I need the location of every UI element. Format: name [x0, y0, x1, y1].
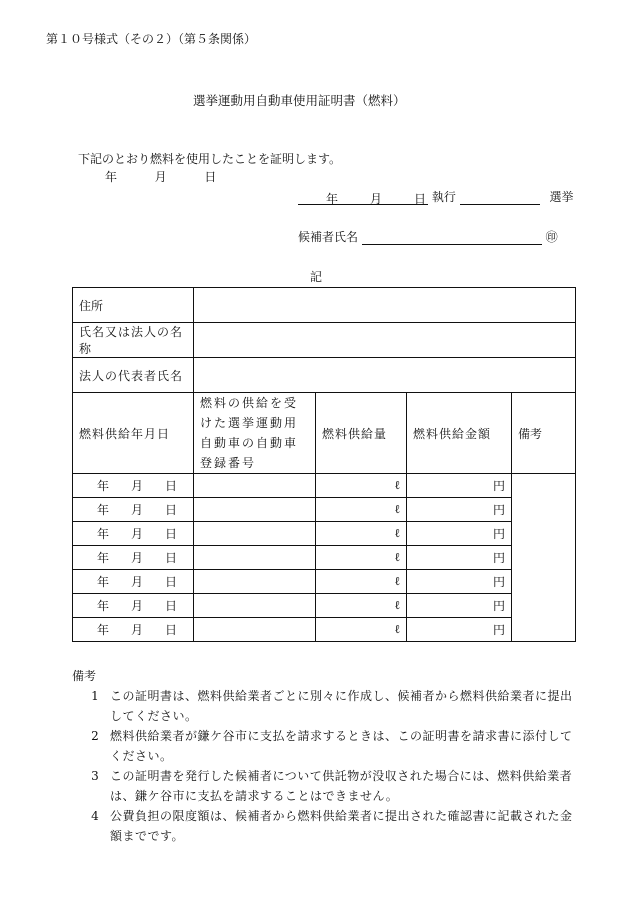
supply-date-cell[interactable] [73, 618, 194, 642]
note-number: 3 [91, 769, 99, 783]
vehicle-number-cell[interactable] [194, 594, 316, 618]
form-number: 第１０号様式（その２）（第５条関係） [46, 32, 257, 46]
amount-cell[interactable]: 円 [407, 618, 512, 642]
note-number: 4 [91, 809, 99, 823]
vehicle-number-cell[interactable] [194, 522, 316, 546]
supply-row [73, 522, 576, 546]
day-label: 日 [204, 170, 217, 184]
page-title: 選挙運動用自動車使用証明書（燃料） [193, 93, 406, 108]
month-label: 月 [130, 527, 143, 541]
election-day-label: 日 [414, 192, 427, 206]
candidate-line [298, 228, 558, 245]
note-text: 燃料供給業者が鎌ケ谷市に支払を請求するときは、この証明書を請求書に添付してください。 [110, 729, 573, 763]
year-label: 年 [97, 503, 110, 517]
header-remarks: 備考 [512, 393, 576, 474]
year-label: 年 [97, 527, 110, 541]
election-date-field[interactable] [298, 190, 428, 205]
candidate-name-field[interactable] [362, 230, 542, 245]
execute-label: 執行 [431, 190, 456, 204]
note-text: この証明書は、燃料供給業者ごとに別々に作成し、候補者から燃料供給業者に提出してください。 [110, 689, 573, 723]
month-label: 月 [130, 599, 143, 613]
month-label: 月 [154, 170, 167, 184]
year-label: 年 [97, 575, 110, 589]
month-label: 月 [130, 479, 143, 493]
note-text: 公費負担の限度額は、候補者から燃料供給業者に提出された確認書に記載された金額までです。 [110, 809, 573, 843]
month-label: 月 [130, 503, 143, 517]
month-label: 月 [130, 575, 143, 589]
header-vehicle: 燃料の供給を受けた選挙運動用自動車の自動車登録番号 [194, 393, 316, 474]
month-label: 月 [130, 623, 143, 637]
quantity-cell[interactable]: ℓ [316, 570, 407, 594]
day-label: 日 [164, 575, 177, 589]
amount-cell[interactable]: 円 [407, 570, 512, 594]
month-label: 月 [130, 551, 143, 565]
quantity-cell[interactable]: ℓ [316, 498, 407, 522]
supply-date-cell[interactable] [73, 522, 194, 546]
year-label: 年 [97, 599, 110, 613]
election-year-label: 年 [326, 192, 339, 206]
vehicle-number-cell[interactable] [194, 618, 316, 642]
supply-date-cell[interactable] [73, 498, 194, 522]
quantity-cell[interactable]: ℓ [316, 618, 407, 642]
name-field[interactable] [194, 323, 576, 358]
supply-row [73, 474, 576, 498]
amount-cell[interactable]: 円 [407, 522, 512, 546]
year-label: 年 [97, 479, 110, 493]
header-amount: 燃料供給金額 [407, 393, 512, 474]
representative-label: 法人の代表者氏名 [73, 358, 194, 393]
fuel-certificate-table [72, 287, 576, 642]
vehicle-number-cell[interactable] [194, 498, 316, 522]
amount-cell[interactable]: 円 [407, 474, 512, 498]
vehicle-number-cell[interactable] [194, 546, 316, 570]
day-label: 日 [164, 599, 177, 613]
remarks-cell[interactable] [512, 474, 576, 642]
quantity-cell[interactable]: ℓ [316, 474, 407, 498]
quantity-cell[interactable]: ℓ [316, 594, 407, 618]
day-label: 日 [164, 479, 177, 493]
vehicle-number-cell[interactable] [194, 570, 316, 594]
address-field[interactable] [194, 288, 576, 323]
supply-date-cell[interactable] [73, 570, 194, 594]
note-item [80, 726, 582, 766]
seal-mark: ㊞ [545, 230, 558, 244]
day-label: 日 [164, 623, 177, 637]
candidate-label: 候補者氏名 [298, 230, 359, 244]
issue-date [105, 168, 216, 185]
supply-date-cell[interactable] [73, 474, 194, 498]
certification-statement: 下記のとおり燃料を使用したことを証明します。 [78, 152, 342, 166]
year-label: 年 [97, 623, 110, 637]
note-text: この証明書を発行した候補者について供託物が没収された場合には、燃料供給業者は、鎌ケ谷市に支払を請求することはできません。 [110, 769, 573, 803]
day-label: 日 [164, 551, 177, 565]
election-month-label: 月 [370, 192, 383, 206]
notes-section [72, 666, 582, 846]
amount-cell[interactable]: 円 [407, 498, 512, 522]
day-label: 日 [164, 527, 177, 541]
note-item [80, 806, 582, 846]
amount-cell[interactable]: 円 [407, 546, 512, 570]
election-label: 選挙 [549, 190, 574, 204]
ki-label: 記 [310, 270, 323, 284]
quantity-cell[interactable]: ℓ [316, 522, 407, 546]
supply-date-cell[interactable] [73, 546, 194, 570]
supply-row [73, 546, 576, 570]
note-number: 2 [91, 729, 99, 743]
amount-cell[interactable]: 円 [407, 594, 512, 618]
name-label: 氏名又は法人の名称 [73, 323, 194, 358]
header-quantity: 燃料供給量 [316, 393, 407, 474]
representative-field[interactable] [194, 358, 576, 393]
election-name-field[interactable] [460, 190, 540, 205]
year-label: 年 [105, 170, 118, 184]
supply-row [73, 498, 576, 522]
note-number: 1 [91, 689, 99, 703]
quantity-cell[interactable]: ℓ [316, 546, 407, 570]
notes-title: 備考 [72, 669, 97, 683]
note-item [80, 766, 582, 806]
supply-row [73, 618, 576, 642]
address-label: 住所 [73, 288, 194, 323]
day-label: 日 [164, 503, 177, 517]
vehicle-number-cell[interactable] [194, 474, 316, 498]
supply-date-cell[interactable] [73, 594, 194, 618]
year-label: 年 [97, 551, 110, 565]
supply-row [73, 594, 576, 618]
election-line [298, 188, 574, 205]
note-item [80, 686, 582, 726]
supply-row [73, 570, 576, 594]
header-date: 燃料供給年月日 [73, 393, 194, 474]
